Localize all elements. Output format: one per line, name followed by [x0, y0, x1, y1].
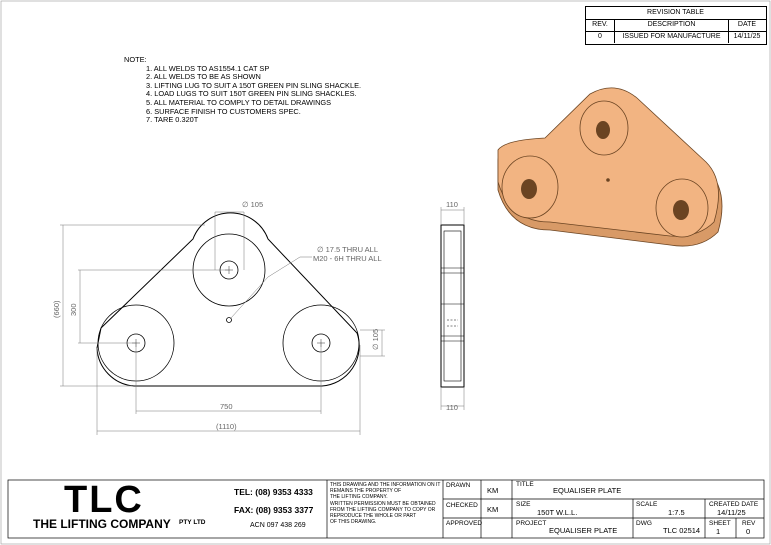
- copyright-notice: [330, 482, 440, 525]
- drawn-value: KM: [487, 486, 499, 495]
- revision-table: [585, 6, 767, 45]
- copyright-line: THE LIFTING COMPANY.: [330, 494, 388, 501]
- copyright-line: WRITTEN PERMISSION MUST BE OBTAINED: [330, 500, 436, 507]
- note-item: 1. ALL WELDS TO AS1554.1 CAT SP: [146, 63, 270, 73]
- dim-top-boss: ∅ 105: [242, 200, 264, 209]
- iso-left-hole: [521, 179, 537, 199]
- front-view-outline: [97, 213, 359, 386]
- center-tapped-hole: [227, 318, 232, 323]
- company-name: THE LIFTING COMPANY: [33, 517, 171, 531]
- approved-label: APPROVED: [446, 520, 483, 527]
- rev-value: 0: [746, 527, 751, 536]
- center-marks: [132, 266, 325, 347]
- rev-label: REV: [742, 520, 756, 527]
- copyright-line: FROM THE LIFTING COMPANY TO COPY OR: [330, 506, 436, 513]
- checked-label: CHECKED: [446, 502, 478, 509]
- scale-value: 1:7.5: [668, 508, 685, 517]
- note-item: 3. LIFTING LUG TO SUIT A 150T GREEN PIN SLING SHACKLE.: [146, 80, 362, 90]
- dim-hole-callout-2: M20 - 6H THRU ALL: [313, 254, 382, 263]
- revision-rev: 0: [586, 31, 615, 43]
- created-value: 14/11/25: [717, 508, 746, 517]
- dwg-value: TLC 02514: [663, 526, 701, 535]
- note-item: 6. SURFACE FINISH TO CUSTOMERS SPEC.: [146, 106, 301, 116]
- isometric-view: [498, 88, 722, 246]
- project-label: PROJECT: [516, 520, 547, 527]
- revision-description: ISSUED FOR MANUFACTURE: [615, 31, 729, 43]
- note-item: 4. LOAD LUGS TO SUIT 150T GREEN PIN SLING SHACKLES.: [146, 89, 357, 99]
- company-fax: FAX: (08) 9353 3377: [234, 505, 314, 515]
- side-view: [441, 207, 464, 410]
- dim-overall-height: (660): [52, 300, 61, 318]
- notes: [124, 56, 361, 125]
- scale-label: SCALE: [636, 501, 658, 508]
- revision-table-title: REVISION TABLE: [647, 9, 704, 16]
- company-acn: ACN 097 438 269: [250, 522, 306, 529]
- iso-top-hole: [596, 121, 610, 139]
- size-label: SIZE: [516, 501, 531, 508]
- created-label: CREATED DATE: [709, 501, 759, 508]
- dim-right-boss: ∅ 105: [371, 328, 380, 350]
- side-view-lines: [441, 268, 464, 341]
- checked-value: KM: [487, 505, 499, 514]
- dim-overall-width: (1110): [216, 422, 237, 431]
- sheet-border: [1, 1, 770, 544]
- iso-right-hole: [673, 200, 689, 220]
- company-suffix: PTY LTD: [179, 519, 206, 526]
- note-item: 7. TARE 0.320T: [146, 115, 199, 125]
- revision-header-rev: REV.: [586, 19, 615, 31]
- note-item: 2. ALL WELDS TO BE AS SHOWN: [146, 72, 261, 82]
- copyright-line: REPRODUCE THE WHOLE OR PART: [330, 513, 417, 520]
- dwg-label: DWG: [636, 520, 652, 527]
- dim-centers: 750: [220, 402, 233, 411]
- company-logo: TLC: [64, 479, 144, 521]
- title-value: EQUALISER PLATE: [553, 486, 622, 495]
- title-label: TITLE: [516, 481, 534, 488]
- revision-date: 14/11/25: [733, 33, 761, 40]
- dim-side-top: 110: [446, 200, 458, 209]
- copyright-line: THIS DRAWING AND THE INFORMATION ON IT: [330, 482, 441, 488]
- drawn-label: DRAWN: [446, 482, 471, 489]
- revision-row: [586, 31, 766, 43]
- size-value: 150T W.L.L.: [537, 508, 578, 517]
- sheet-value: 1: [716, 527, 721, 536]
- sheet-label: SHEET: [709, 520, 731, 527]
- copyright-line: OF THIS DRAWING.: [330, 519, 377, 526]
- project-value: EQUALISER PLATE: [549, 526, 618, 535]
- side-view-plate: [444, 231, 461, 381]
- notes-heading: NOTE:: [124, 55, 147, 64]
- note-item: 5. ALL MATERIAL TO COMPLY TO DETAIL DRAWINGS: [146, 97, 332, 107]
- iso-center-hole: [606, 178, 610, 182]
- dim-side-bottom: 110: [446, 403, 458, 412]
- copyright-line: REMAINS THE PROPERTY OF: [330, 488, 402, 495]
- revision-header-date: DATE: [737, 21, 757, 28]
- dim-hole-callout-1: ∅ 17.5 THRU ALL: [317, 245, 379, 254]
- company-tel: TEL: (08) 9353 4333: [234, 487, 313, 497]
- side-view-outline: [441, 225, 464, 387]
- side-dimension-lines: [441, 207, 464, 410]
- revision-header-description: DESCRIPTION: [615, 19, 729, 31]
- dim-boss-height: 300: [69, 303, 78, 316]
